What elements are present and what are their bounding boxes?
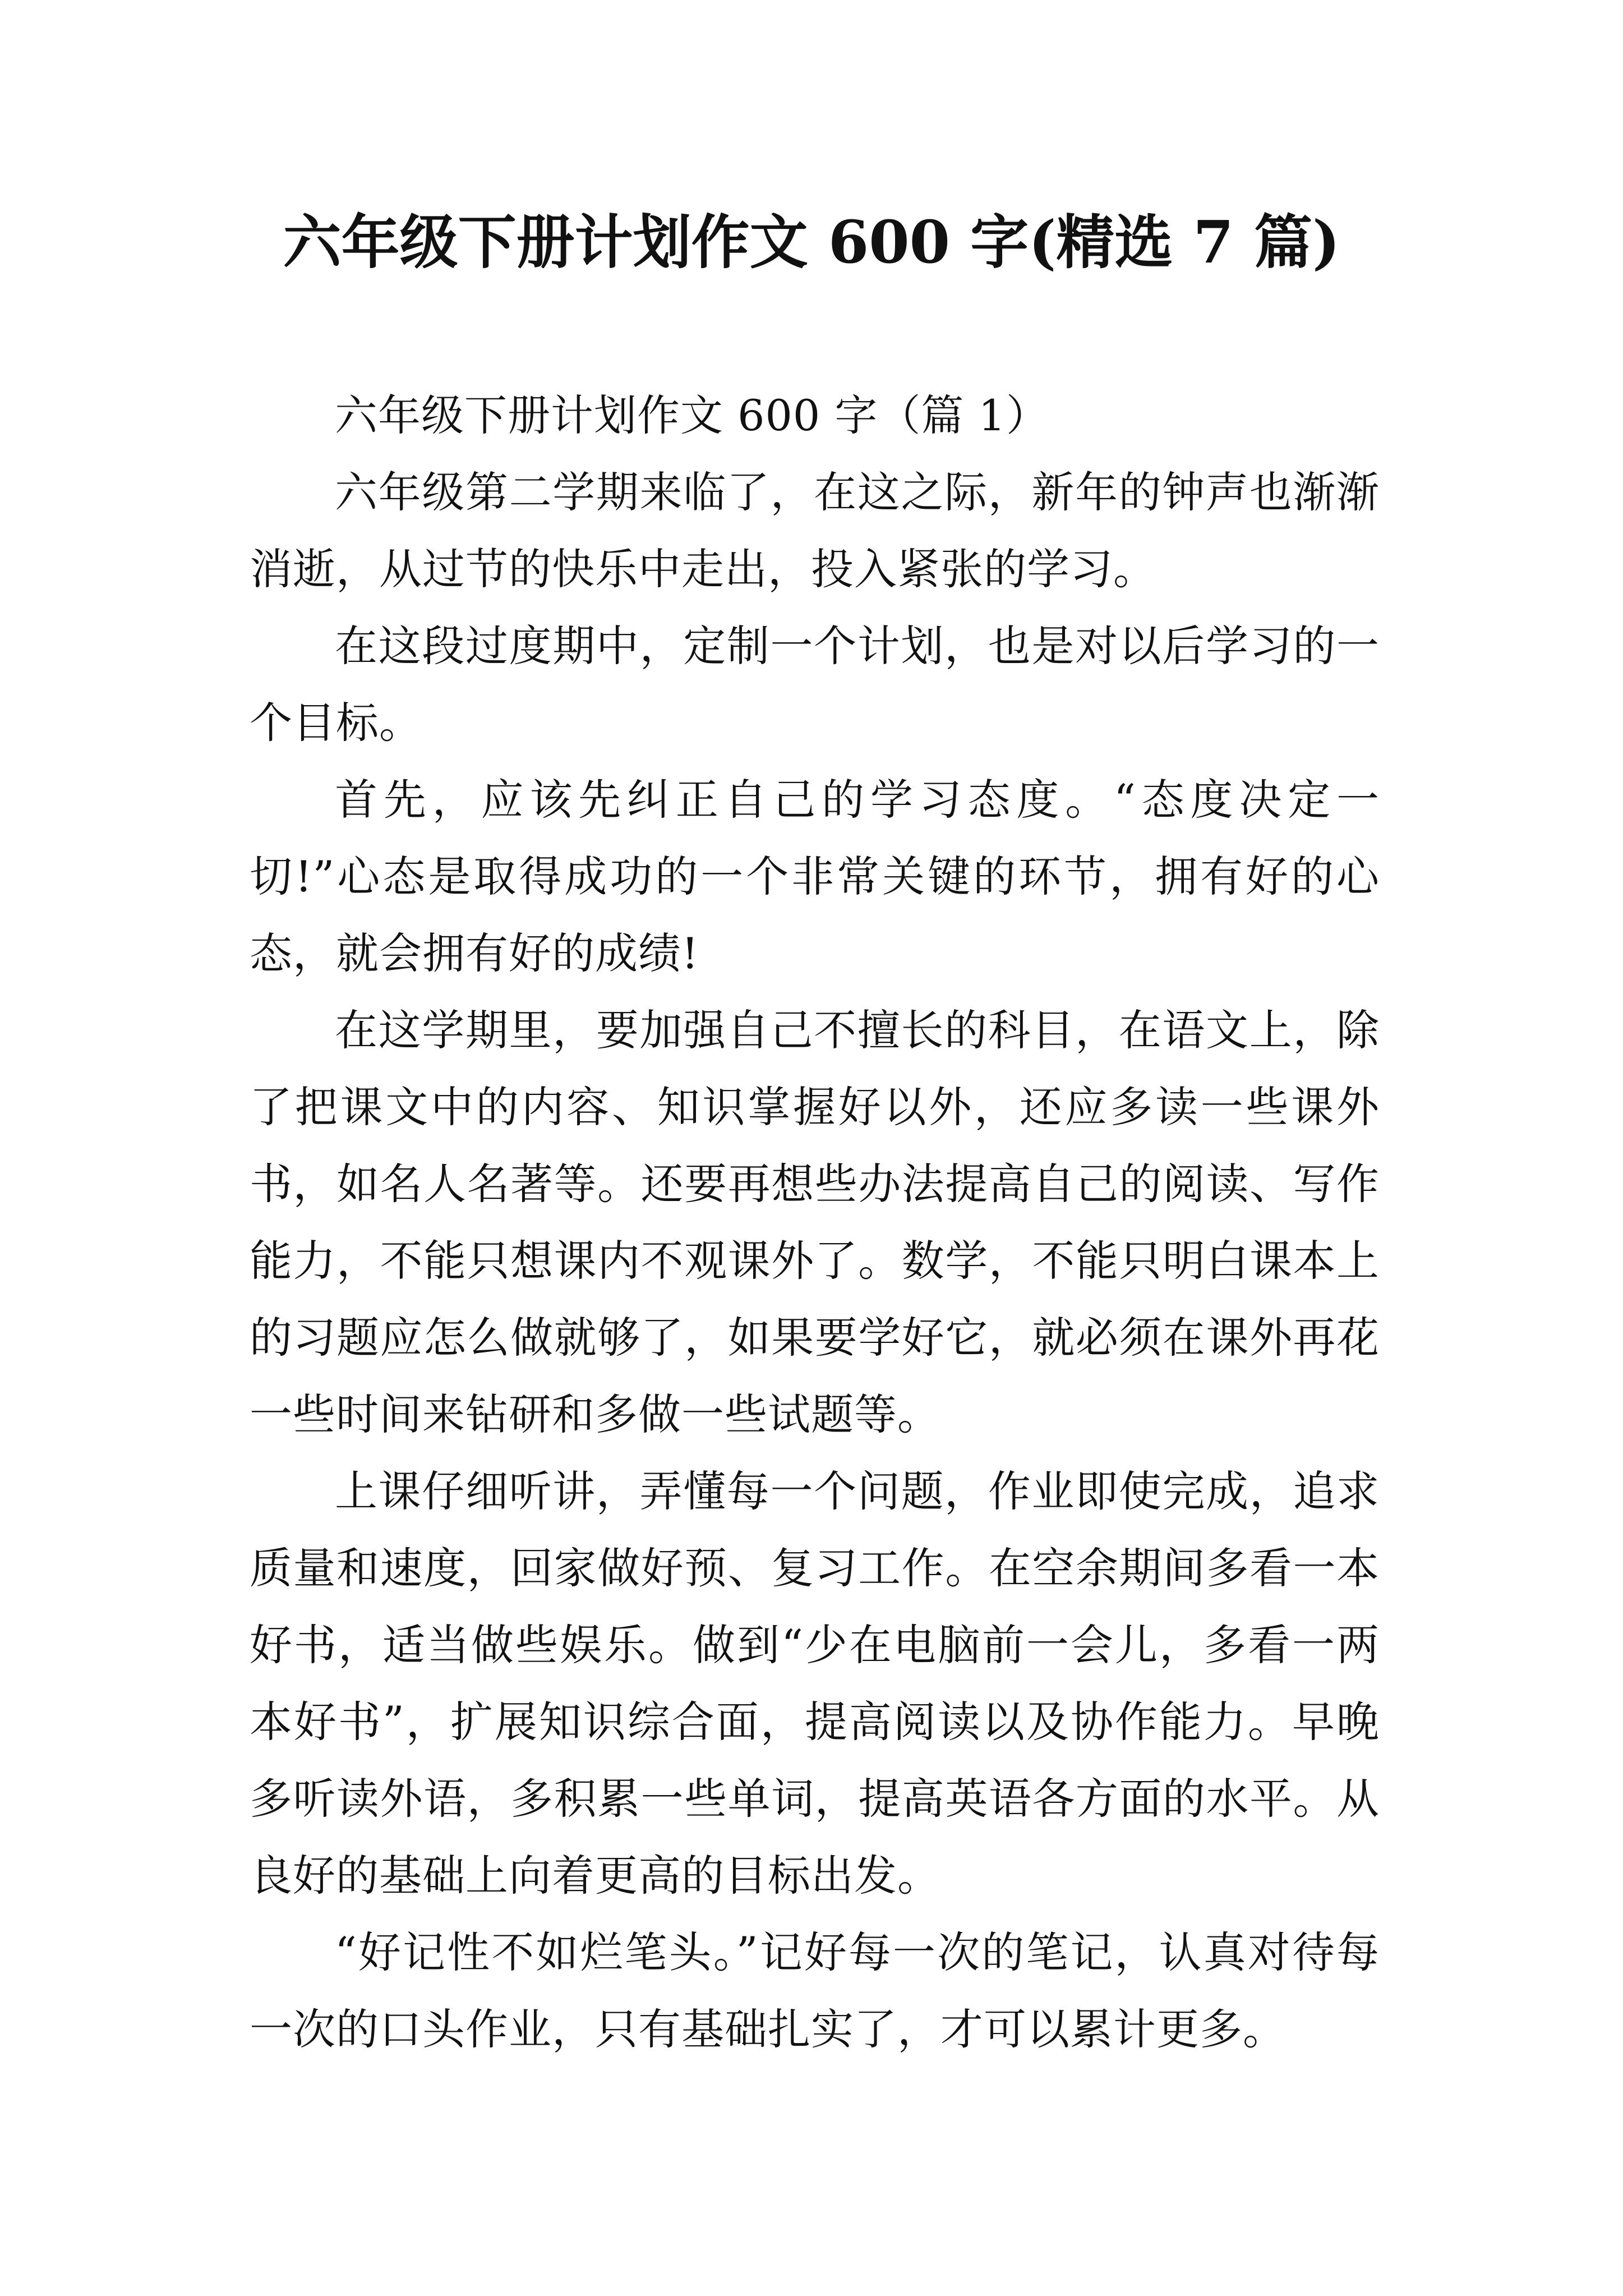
document-title: 六年级下册计划作文 600 字(精选 7 篇) — [283, 208, 1340, 277]
paragraph-5: 上课仔细听讲，弄懂每一个问题，作业即使完成，追求质量和速度，回家做好预、复习工作。在空余期间多看一本好书，适当做些娱乐。做到“少在电脑前一会儿，多看一两本好书”，扩展知识综合面，提高阅读以及协作能力。早晚多听读外语，多积累一些单词，提高英语各方面的水平。从良好的基础上向着更高的目标出发。 — [250, 1466, 1380, 1901]
paragraph-1: 六年级第二学期来临了，在这之际，新年的钟声也渐渐消逝，从过节的快乐中走出，投入紧张的学习。 — [250, 467, 1380, 594]
paragraph-2: 在这段过度期中，定制一个计划，也是对以后学习的一个目标。 — [250, 621, 1380, 748]
paragraph-4: 在这学期里，要加强自己不擅长的科目，在语文上，除了把课文中的内容、知识掌握好以外，还应多读一些课外书，如名人名著等。还要再想些办法提高自己的阅读、写作能力，不能只想课内不观课外了。数学，不能只明白课本上的习题应怎么做就够了，如果要学好它，就必须在课外再花一些时间来钻研和多做一些试题等。 — [250, 1005, 1380, 1439]
paragraph-6: “好记性不如烂笔头。”记好每一次的笔记，认真对待每一次的口头作业，只有基础扎实了，才可以累计更多。 — [250, 1927, 1380, 2054]
section-heading: 六年级下册计划作文 600 字（篇 1） — [335, 390, 1049, 440]
document-body — [250, 377, 1380, 2068]
paragraph-3: 首先，应该先纠正自己的学习态度。“态度决定一切!”心态是取得成功的一个非常关键的环节，拥有好的心态，就会拥有好的成绩! — [250, 775, 1380, 978]
